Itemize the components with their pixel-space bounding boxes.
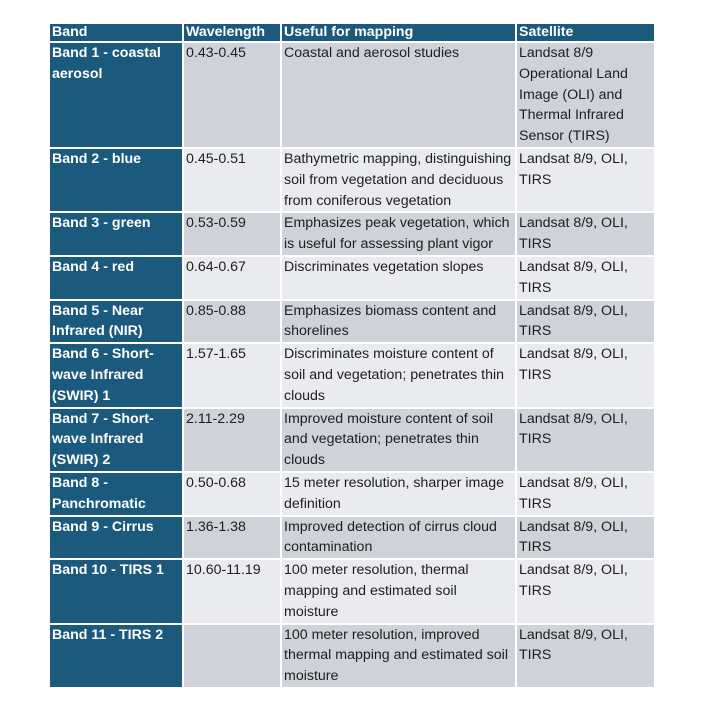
satellite-cell: Landsat 8/9, OLI, TIRS [516, 624, 655, 688]
wavelength-cell: 1.36-1.38 [183, 516, 281, 560]
useful-cell: Discriminates moisture content of soil and vegetation; penetrates thin clouds [281, 343, 516, 407]
table-row [49, 256, 655, 300]
table-row [49, 42, 655, 148]
table-row [49, 343, 655, 407]
band-cell: Band 10 - TIRS 1 [49, 559, 183, 623]
wavelength-cell: 0.53-0.59 [183, 212, 281, 256]
wavelength-cell: 10.60-11.19 [183, 559, 281, 623]
satellite-cell: Landsat 8/9, OLI, TIRS [516, 559, 655, 623]
wavelength-cell: 2.11-2.29 [183, 408, 281, 472]
band-cell: Band 5 - Near Infrared (NIR) [49, 300, 183, 344]
table-row [49, 300, 655, 344]
band-cell: Band 11 - TIRS 2 [49, 624, 183, 688]
table-row [49, 148, 655, 212]
band-cell: Band 1 - coastal aerosol [49, 42, 183, 148]
useful-cell: 100 meter resolution, thermal mapping and estimated soil moisture [281, 559, 516, 623]
satellite-cell: Landsat 8/9, OLI, TIRS [516, 212, 655, 256]
useful-cell: Discriminates vegetation slopes [281, 256, 516, 300]
useful-cell: Improved moisture content of soil and vegetation; penetrates thin clouds [281, 408, 516, 472]
band-cell: Band 8 - Panchromatic [49, 472, 183, 516]
satellite-cell: Landsat 8/9 Operational Land Image (OLI) and Thermal Infrared Sensor (TIRS) [516, 42, 655, 148]
table-row [49, 472, 655, 516]
header-row [49, 23, 655, 42]
satellite-cell: Landsat 8/9, OLI, TIRS [516, 256, 655, 300]
satellite-cell: Landsat 8/9, OLI, TIRS [516, 300, 655, 344]
band-cell: Band 7 - Short-wave Infrared (SWIR) 2 [49, 408, 183, 472]
table-header [49, 23, 655, 42]
useful-cell: Emphasizes biomass content and shorelines [281, 300, 516, 344]
band-cell: Band 6 - Short-wave Infrared (SWIR) 1 [49, 343, 183, 407]
table-row [49, 624, 655, 688]
header-useful-for-mapping: Useful for mapping [281, 23, 516, 42]
table-row [49, 516, 655, 560]
useful-cell: 15 meter resolution, sharper image definition [281, 472, 516, 516]
wavelength-cell: 1.57-1.65 [183, 343, 281, 407]
landsat-bands-table [48, 22, 656, 689]
satellite-cell: Landsat 8/9, OLI, TIRS [516, 148, 655, 212]
header-band: Band [49, 23, 183, 42]
table-body [49, 42, 655, 688]
header-satellite: Satellite [516, 23, 655, 42]
useful-cell: Emphasizes peak vegetation, which is useful for assessing plant vigor [281, 212, 516, 256]
band-cell: Band 2 - blue [49, 148, 183, 212]
band-cell: Band 3 - green [49, 212, 183, 256]
satellite-cell: Landsat 8/9, OLI, TIRS [516, 472, 655, 516]
satellite-cell: Landsat 8/9, OLI, TIRS [516, 343, 655, 407]
band-cell: Band 9 - Cirrus [49, 516, 183, 560]
useful-cell: 100 meter resolution, improved thermal mapping and estimated soil moisture [281, 624, 516, 688]
header-wavelength: Wavelength [183, 23, 281, 42]
table-row [49, 408, 655, 472]
satellite-cell: Landsat 8/9, OLI, TIRS [516, 516, 655, 560]
wavelength-cell: 0.45-0.51 [183, 148, 281, 212]
table-row [49, 559, 655, 623]
wavelength-cell: 0.85-0.88 [183, 300, 281, 344]
wavelength-cell: 0.64-0.67 [183, 256, 281, 300]
band-cell: Band 4 - red [49, 256, 183, 300]
useful-cell: Coastal and aerosol studies [281, 42, 516, 148]
table-row [49, 212, 655, 256]
satellite-cell: Landsat 8/9, OLI, TIRS [516, 408, 655, 472]
useful-cell: Improved detection of cirrus cloud contamination [281, 516, 516, 560]
wavelength-cell: 0.50-0.68 [183, 472, 281, 516]
wavelength-cell [183, 624, 281, 688]
wavelength-cell: 0.43-0.45 [183, 42, 281, 148]
useful-cell: Bathymetric mapping, distinguishing soil from vegetation and deciduous from coniferous vegetation [281, 148, 516, 212]
